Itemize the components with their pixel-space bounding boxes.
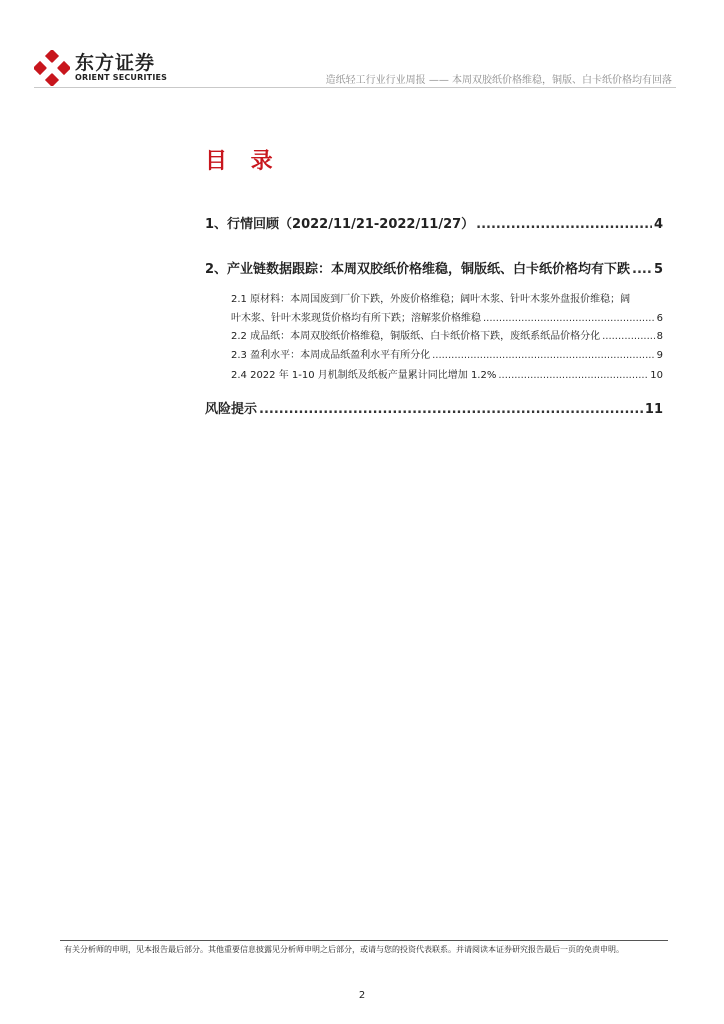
toc-title: 目 录 — [205, 149, 281, 174]
toc-entry-2[interactable] — [205, 258, 663, 277]
toc-entry-1[interactable] — [205, 213, 663, 232]
toc-entry-text: 风险提示 — [205, 402, 258, 417]
toc-entry-page: 6 — [656, 313, 663, 324]
toc-entry-page: 5 — [653, 262, 663, 277]
toc-leader-dots — [632, 262, 652, 277]
toc-entry-2-3[interactable] — [231, 346, 663, 361]
toc-entry-text: 叶木浆、针叶木浆现货价格均有所下跌；溶解浆价格维稳 — [231, 313, 481, 324]
header-divider — [34, 87, 676, 88]
toc-entry-2-4[interactable] — [231, 366, 663, 381]
toc-entry-2-1-line1[interactable]: 2.1 原材料：本周国废到厂价下跌，外废价格维稳；阔叶木浆、针叶木浆外盘报价维稳；阔 — [231, 294, 631, 305]
toc-leader-dots — [498, 370, 648, 381]
toc-entry-2-1[interactable] — [231, 309, 663, 324]
toc-entry-text: 2.2 成品纸：本周双胶纸价格维稳，铜版纸、白卡纸价格下跌，废纸系纸品价格分化 — [231, 331, 601, 342]
toc-entry-text: 2.3 盈利水平：本周成品纸盈利水平有所分化 — [231, 350, 431, 361]
toc-entry-page: 10 — [650, 370, 663, 381]
page-number: 2 — [358, 990, 366, 1001]
logo-english-name: ORIENT SECURITIES — [75, 73, 168, 82]
footer-disclaimer: 有关分析师的申明，见本报告最后部分。其他重要信息披露见分析师申明之后部分，或请与您的投资代表联系。并请阅读本证券研究报告最后一页的免责申明。 — [64, 945, 624, 954]
toc-entry-text: 1、行情回顾（2022/11/21-2022/11/27） — [205, 217, 475, 232]
toc-leader-dots — [602, 331, 655, 342]
logo-chinese-name: 东方证券 — [75, 52, 156, 74]
toc-leader-dots — [259, 402, 643, 417]
toc-leader-dots — [432, 350, 655, 361]
toc-entry-page: 11 — [644, 402, 663, 417]
toc-entry-2-2[interactable] — [231, 327, 663, 342]
toc-entry-page: 8 — [656, 331, 663, 342]
toc-leader-dots — [483, 313, 655, 324]
report-header-title: 造纸轻工行业行业周报 —— 本周双胶纸价格维稳，铜版、白卡纸价格均有回落 — [325, 75, 672, 86]
toc-entry-page: 4 — [653, 217, 663, 232]
company-logo — [34, 50, 167, 86]
footer-divider — [60, 940, 668, 941]
toc-entry-text: 2.4 2022 年 1-10 月机制纸及纸板产量累计同比增加 1.2% — [231, 370, 497, 381]
toc-leader-dots — [476, 217, 652, 232]
toc-entry-risk[interactable] — [205, 398, 663, 417]
toc-entry-page: 9 — [656, 350, 663, 361]
orient-securities-logo-icon — [34, 50, 70, 86]
toc-entry-text: 2、产业链数据跟踪：本周双胶纸价格维稳，铜版纸、白卡纸价格均有下跌 — [205, 262, 631, 277]
